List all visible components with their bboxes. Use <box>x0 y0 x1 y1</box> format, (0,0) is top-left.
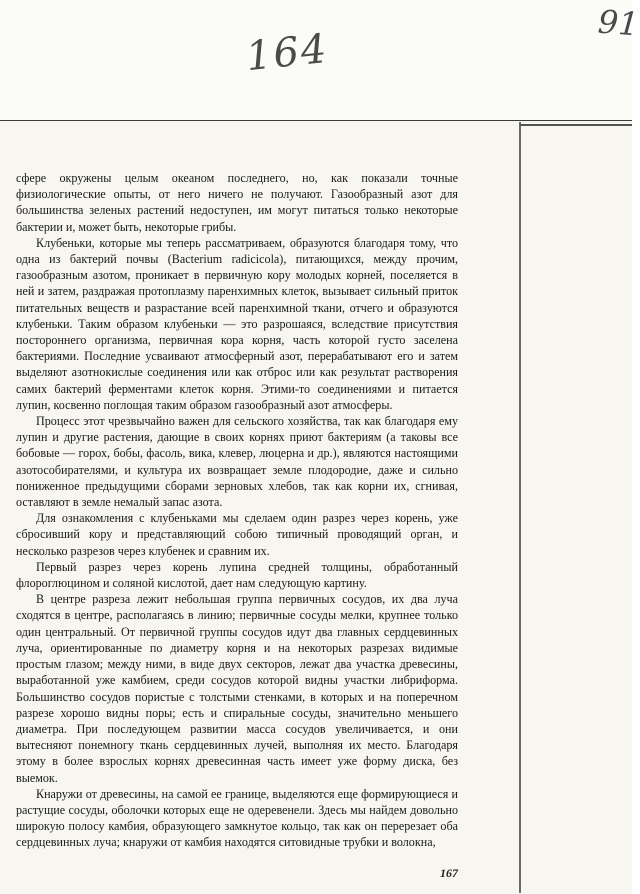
paragraph: Для ознакомления с клубеньками мы сделаем один разрез через корень, уже сбросивший кору и представляющий собою типичный проводящий орган, и несколько разрезов через клубенек и сравним их. <box>16 511 458 558</box>
paragraph: Первый разрез через корень лупина средней толщины, обработанный флороглюцином и соляной кислотой, дает нам следующую картину. <box>16 559 458 591</box>
body-text <box>16 170 458 851</box>
paragraph: Кнаружи от древесины, на самой ее границе, выделяются еще формирующиеся и растущие сосуды, оболочки которых еще не одеревенели. Здесь мы найдем довольно широкую полосу камбия, образующего замкнутое кольцо, так как он перерезает оба сердцевинных луча; кнаружи от камбия находятся ситовидные трубки и волокна, <box>16 786 458 850</box>
page-edge-line <box>519 122 521 893</box>
handwritten-page-mark: 164 <box>243 25 331 81</box>
page-edge-top <box>520 124 632 126</box>
page-number: 167 <box>440 866 458 880</box>
handwritten-corner-mark: 91 <box>596 2 640 44</box>
paragraph: Клубеньки, которые мы теперь рассматриваем, образуются благодаря тому, что одна из бактерий почвы (Bacterium radicicola), питающихся, между прочим, газообразным азотом, проникает в первичную кору молодых корней, поселяется в ней и затем, раздражая протоплазму паренхимных клеток, вызывает сильный приток питательных веществ и разрастание всей паренхимной ткани, отчего и образуются клубеньки. Таким образом клубеньки — это разрошаяся, вследствие присутствия постороннего организма, первичная кора корня, часть которой густо заселена бактериями. Последние усваивают атмосферный азот, перерабатывают его и затем выделяют азотнокислые соединения или как отброс или как результат растворения самих бактерий ферментами клеток корня. Этими-то соединениями и питается лупин, косвенно поглощая таким образом газообразный азот атмосферы. <box>16 235 458 412</box>
paragraph: Процесс этот чрезвычайно важен для сельского хозяйства, так как благодаря ему лупин и другие растения, дающие в своих корнях приют бактериям (а таковы все бобовые — горох, бобы, фасоль, вика, клевер, люцерна и др.), являются настоящими азотособирателями, и культура их возвращает земле плодородие, даже и сильно пониженное предыдущими сборами зерновых хлебов, так как корни их, сгнивая, оставляют в земле немалый запас азота. <box>16 414 458 510</box>
paragraph: В центре разреза лежит небольшая группа первичных сосудов, их два луча сходятся в центре, располагаясь в линию; первичные сосуды мелки, крупнее только один центральный. От первичной группы сосудов идут два главных сердцевинных луча, ориентированные по диаметру корня и на некоторых разрезах видимые простым глазом; между ними, в виде двух секторов, лежат два участка древесины, выработанной уже камбием, среди сосудов которой видны участки либриформа. Большинство сосудов пористые с толстыми стенками, в которых и на поперечном разрезе хорошо видны поры; есть и спиральные сосуды, значительно меньшего диаметра. При последующем развитии масса сосудов увеличивается, и они вытесняют понемногу ткань сердцевинных лучей, выполняя их место. Благодаря этому в более взрослых корнях древесинная часть имеет уже форму диска, без выемок. <box>16 592 458 785</box>
paragraph: сфере окружены целым океаном последнего, но, как показали точные физиологические опыты, от него ничего не получают. Газообразный азот для большинства зеленых растений недоступен, им могут питаться только некоторые бактерии и, может быть, некоторые грибы. <box>16 171 458 234</box>
